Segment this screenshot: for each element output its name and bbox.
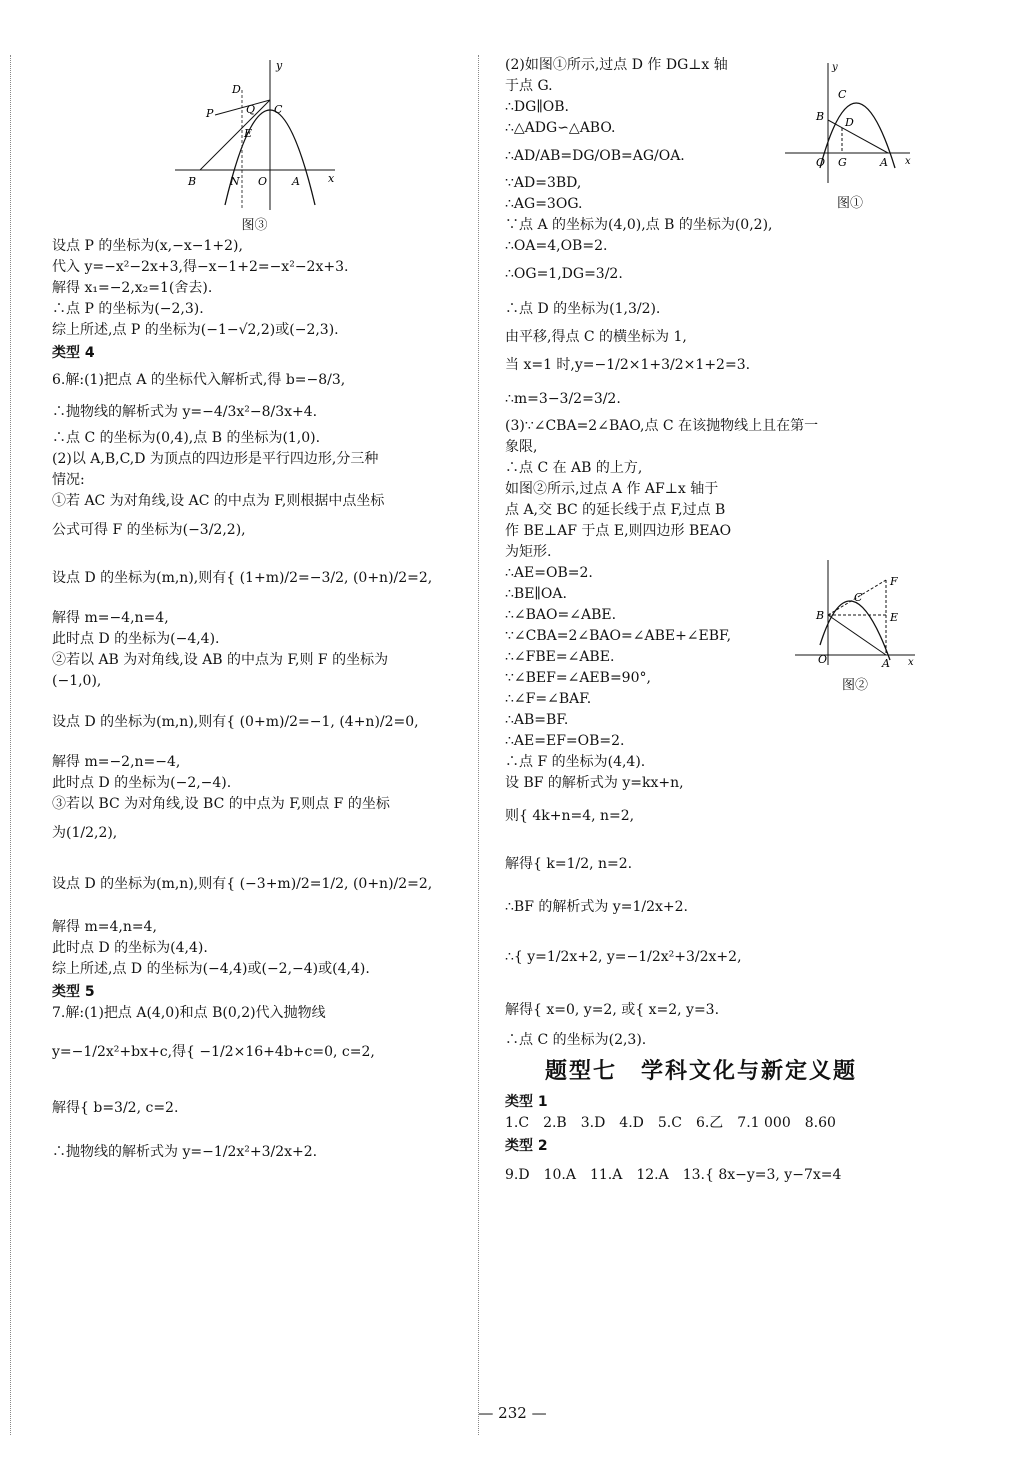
text-line: 设点 D 的坐标为(m,n),则有{ (−3+m)/2=1/2, (0+n)/2=2,: [52, 876, 433, 892]
text-line: 如图②所示,过点 A 作 AF⊥x 轴于: [505, 481, 719, 497]
type-1-heading: 类型 1: [505, 1094, 548, 1110]
text-line: (3)∵∠CBA=2∠BAO,点 C 在该抛物线上且在第一: [505, 418, 819, 434]
text-line: ∴∠F=∠BAF.: [505, 691, 592, 707]
label-x: x: [327, 172, 334, 185]
text-line: ∴AB=BF.: [505, 712, 569, 728]
text-line: ②若以 AB 为对角线,设 AB 的中点为 F,则 F 的坐标为: [52, 652, 389, 668]
text-line: ∴{ y=1/2x+2, y=−1/2x²+3/2x+2,: [505, 949, 742, 965]
text-line: ∴AD/AB=DG/OB=AG/OA.: [505, 148, 685, 164]
answers-type-1: 1.C 2.B 3.D 4.D 5.C 6.乙 7.1 000 8.60: [505, 1115, 836, 1131]
type-2-heading: 类型 2: [505, 1138, 548, 1154]
label-q: Q: [245, 103, 255, 116]
text-line: ∴△ADG∽△ABO.: [505, 120, 616, 136]
text-line: 点 A,交 BC 的延长线于点 F,过点 B: [505, 502, 726, 518]
text-line: ∴点 C 在 AB 的上方,: [505, 460, 643, 476]
text-line: 解得 m=−2,n=−4,: [52, 754, 181, 770]
text-line: 为(1/2,2),: [52, 825, 118, 841]
text-line: ∵∠CBA=2∠BAO=∠ABE+∠EBF,: [505, 628, 732, 644]
text-line: 综上所述,点 D 的坐标为(−4,4)或(−2,−4)或(4,4).: [52, 961, 370, 977]
text-line: ∵点 A 的坐标为(4,0),点 B 的坐标为(0,2),: [505, 217, 773, 233]
text-line: ∴BF 的解析式为 y=1/2x+2.: [505, 899, 688, 915]
text-line: 综上所述,点 P 的坐标为(−1−√2,2)或(−2,3).: [52, 322, 339, 338]
text-line: 此时点 D 的坐标为(−4,4).: [52, 631, 220, 647]
text-line: ∴点 C 的坐标为(2,3).: [505, 1032, 647, 1048]
figure-1-caption: 图①: [836, 196, 863, 211]
text-line: 情况:: [52, 472, 85, 488]
text-line: ∴点 F 的坐标为(4,4).: [505, 754, 646, 770]
label-n: N: [229, 175, 240, 188]
text-line: 则{ 4k+n=4, n=2,: [505, 808, 635, 824]
label-e: E: [243, 127, 252, 140]
text-line: ∴点 C 的坐标为(0,4),点 B 的坐标为(1,0).: [52, 430, 321, 446]
text-line: (2)以 A,B,C,D 为顶点的四边形是平行四边形,分三种: [52, 451, 379, 467]
text-line: 解得 m=4,n=4,: [52, 919, 157, 935]
text-line: ∴AE=EF=OB=2.: [505, 733, 625, 749]
text-line: ①若 AC 为对角线,设 AC 的中点为 F,则根据中点坐标: [52, 493, 385, 509]
text-line: ∴DG∥OB.: [505, 99, 569, 115]
left-column: [52, 55, 457, 1168]
text-line: 解得{ k=1/2, n=2.: [505, 856, 633, 872]
svg-text:x: x: [908, 657, 914, 668]
svg-text:B: B: [816, 110, 825, 123]
svg-text:C: C: [854, 591, 863, 604]
text-line: ∴OG=1,DG=3/2.: [505, 266, 623, 282]
text-line: ③若以 BC 为对角线,设 BC 的中点为 F,则点 F 的坐标: [52, 796, 390, 812]
text-line: 7.解:(1)把点 A(4,0)和点 B(0,2)代入抛物线: [52, 1005, 326, 1021]
text-line: 解得{ x=0, y=2, 或{ x=2, y=3.: [505, 1002, 720, 1018]
svg-text:O: O: [816, 156, 826, 169]
svg-text:G: G: [838, 156, 847, 169]
svg-text:y: y: [832, 62, 838, 73]
label-y: y: [275, 59, 282, 72]
text-line: ∴∠BAO=∠ABE.: [505, 607, 617, 623]
text-line: 当 x=1 时,y=−1/2×1+3/2×1+2=3.: [505, 357, 751, 373]
text-line: ∵AD=3BD,: [505, 175, 582, 191]
answers-type-2: 9.D 10.A 11.A 12.A 13.{ 8x−y=3, y−7x=4: [505, 1167, 842, 1183]
label-d: D: [231, 83, 241, 96]
page-number: — 232 —: [478, 1404, 547, 1422]
svg-text:E: E: [890, 611, 899, 624]
text-line: ∴∠FBE=∠ABE.: [505, 649, 615, 665]
text-line: ∵∠BEF=∠AEB=90°,: [505, 670, 651, 686]
label-c: C: [273, 103, 282, 116]
text-line: ∴点 P 的坐标为(−2,3).: [52, 301, 204, 317]
column-divider: [478, 55, 479, 1435]
text-line: 解得{ b=3/2, c=2.: [52, 1100, 179, 1116]
text-line: 由平移,得点 C 的横坐标为 1,: [505, 329, 687, 345]
section-title: 题型七 学科文化与新定义题: [545, 1059, 858, 1084]
svg-text:A: A: [882, 657, 890, 670]
svg-text:O: O: [818, 653, 828, 666]
text-line: ∴OA=4,OB=2.: [505, 238, 608, 254]
svg-text:A: A: [880, 156, 888, 169]
text-line: 公式可得 F 的坐标为(−3/2,2),: [52, 522, 246, 538]
text-line: ∴AG=3OG.: [505, 196, 583, 212]
text-line: 代入 y=−x²−2x+3,得−x−1+2=−x²−2x+3.: [52, 259, 349, 275]
svg-text:D: D: [845, 116, 854, 129]
figure-3-caption: 图③: [241, 218, 268, 233]
svg-text:F: F: [890, 575, 898, 588]
text-line: 解得 x₁=−2,x₂=1(舍去).: [52, 280, 213, 296]
label-b: B: [187, 175, 196, 188]
label-a: A: [291, 175, 300, 188]
svg-text:x: x: [905, 156, 911, 167]
text-line: 设点 P 的坐标为(x,−x−1+2),: [52, 238, 243, 254]
text-line: 此时点 D 的坐标为(4,4).: [52, 940, 208, 956]
text-line: 象限,: [505, 439, 538, 455]
figure-3-graph: [170, 55, 340, 215]
svg-text:B: B: [816, 609, 825, 622]
text-line: 设 BF 的解析式为 y=kx+n,: [505, 775, 684, 791]
text-line: ∴AE=OB=2.: [505, 565, 593, 581]
text-line: ∴点 D 的坐标为(1,3/2).: [505, 301, 661, 317]
text-line: (−1,0),: [52, 673, 102, 689]
text-line: 此时点 D 的坐标为(−2,−4).: [52, 775, 232, 791]
figure-2-caption: 图②: [841, 678, 868, 693]
left-margin-dotted-line: [10, 55, 11, 1435]
label-o: O: [257, 175, 267, 188]
type-4-heading: 类型 4: [52, 345, 95, 361]
text-line: ∴m=3−3/2=3/2.: [505, 391, 621, 407]
text-line: y=−1/2x²+bx+c,得{ −1/2×16+4b+c=0, c=2,: [52, 1044, 375, 1060]
right-column: [505, 55, 925, 1193]
svg-text:C: C: [838, 88, 847, 101]
text-line: ∴BE∥OA.: [505, 586, 567, 602]
text-line: (2)如图①所示,过点 D 作 DG⊥x 轴: [505, 57, 728, 73]
text-line: ∴抛物线的解析式为 y=−4/3x²−8/3x+4.: [52, 404, 318, 420]
text-line: 于点 G.: [505, 78, 553, 94]
text-line: 作 BE⊥AF 于点 E,则四边形 BEAO: [505, 523, 732, 539]
text-line: 6.解:(1)把点 A 的坐标代入解析式,得 b=−8/3,: [52, 372, 346, 388]
text-line: 解得 m=−4,n=4,: [52, 610, 169, 626]
text-line: 为矩形.: [505, 544, 552, 560]
label-p: P: [205, 107, 213, 120]
text-line: 设点 D 的坐标为(m,n),则有{ (1+m)/2=−3/2, (0+n)/2=2,: [52, 570, 433, 586]
text-line: ∴抛物线的解析式为 y=−1/2x²+3/2x+2.: [52, 1144, 318, 1160]
text-line: 设点 D 的坐标为(m,n),则有{ (0+m)/2=−1, (4+n)/2=0,: [52, 714, 419, 730]
type-5-heading: 类型 5: [52, 984, 95, 1000]
